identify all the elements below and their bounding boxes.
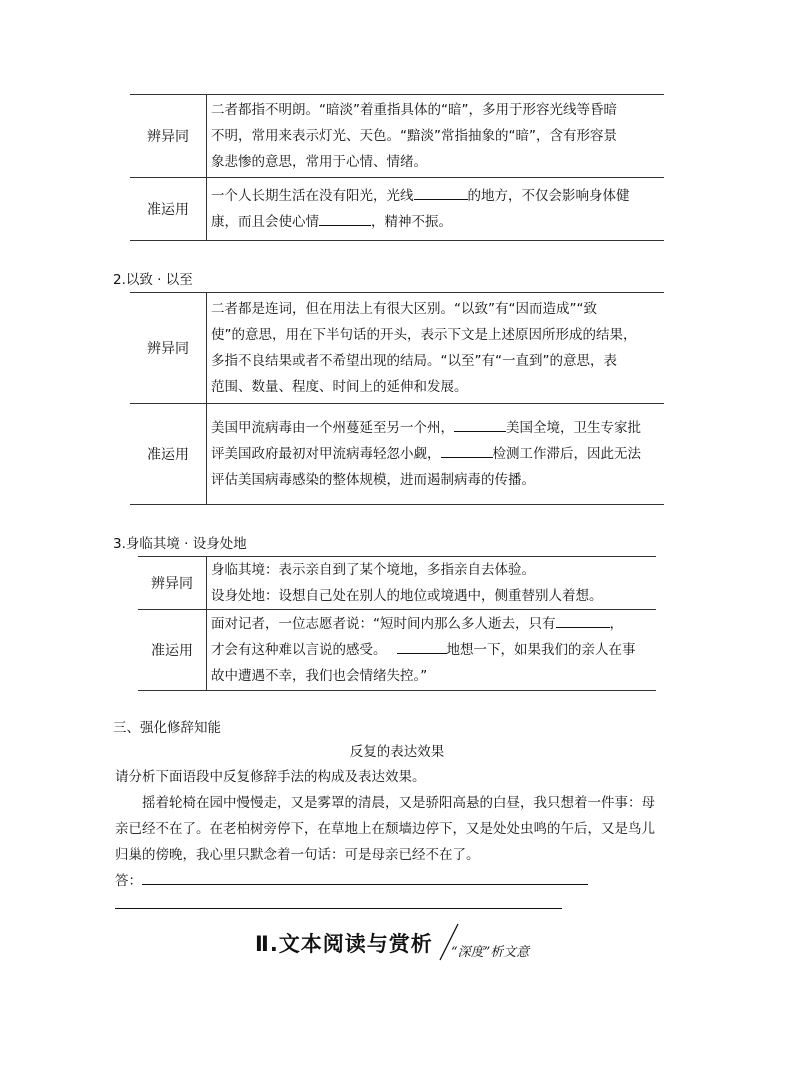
passage-line: 亲已经不在了。在老柏树旁停下，在草地上在颓墙边停下，又是处处虫鸣的午后，又是鸟儿 — [115, 821, 655, 837]
row-label: 准运用 — [138, 610, 207, 691]
content-text: 面对记者，一位志愿者说：“短时间内那么多人逝去，只有 — [211, 616, 556, 632]
content-text: 一个人长期生活在没有阳光，光线 — [211, 188, 414, 204]
content-line: 范围、数量、程度、时间上的延伸和发展。 — [211, 379, 468, 395]
row-content — [207, 404, 665, 505]
content-line: 不明，常用来表示灯光、天色。“黯淡”常指抽象的“暗”，含有形容景 — [211, 128, 617, 144]
fill-blank[interactable] — [441, 443, 493, 458]
row-content — [207, 610, 657, 691]
row-label: 准运用 — [130, 404, 207, 505]
table-row — [130, 95, 664, 178]
content-text: ，精神不振。 — [371, 214, 452, 230]
passage-line: 摇着轮椅在园中慢慢走，又是雾罩的清晨，又是骄阳高悬的白昼，我只想着一件事：母 — [142, 795, 655, 811]
table-anyan — [130, 94, 664, 241]
content-line: 身临其境：表示亲自到了某个境地，多指亲自去体验。 — [211, 562, 535, 578]
content-line: 二者都是连词，但在用法上有很大区别。“以致”有“因而造成”“致 — [211, 301, 597, 317]
row-label: 准运用 — [130, 178, 207, 241]
section-heading: 2.以致 · 以至 — [113, 272, 193, 288]
banner-title: Ⅱ.文本阅读与赏析 — [255, 932, 433, 956]
content-text: 美国全境，卫生专家批 — [506, 420, 641, 436]
fill-blank[interactable] — [414, 185, 468, 200]
answer-label: 答： — [115, 873, 142, 889]
content-text: 地想一下，如果我们的亲人在事 — [446, 642, 636, 658]
row-content — [207, 178, 665, 241]
fill-blank[interactable] — [319, 211, 371, 226]
row-content — [207, 293, 665, 404]
table-row — [138, 610, 656, 691]
content-line: 故中遭遇不幸，我们也会情绪失控。” — [211, 668, 428, 684]
table-row — [130, 404, 664, 505]
content-line: 设身处地：设想自己处在别人的地位或境遇中，侧重替别人着想。 — [211, 588, 603, 604]
table-yizhi — [130, 292, 664, 505]
content-text: 康，而且会使心情 — [211, 214, 319, 230]
instruction: 请分析下面语段中反复修辞手法的构成及表达效果。 — [115, 769, 426, 785]
content-line: 二者都指不明朗。“暗淡”着重指具体的“暗”，多用于形容光线等昏暗 — [211, 102, 617, 118]
answer-blank[interactable] — [142, 872, 588, 885]
row-label: 辨异同 — [130, 293, 207, 404]
row-label: 辨异同 — [130, 95, 207, 178]
answer-row — [115, 868, 595, 894]
row-content — [207, 557, 657, 610]
table-row — [130, 178, 664, 241]
subtitle: 反复的表达效果 — [349, 744, 445, 760]
section-heading: 三、强化修辞知能 — [113, 720, 221, 736]
content-line: 评估美国病毒感染的整体规模，进而遏制病毒的传播。 — [211, 472, 535, 488]
fill-blank[interactable] — [454, 417, 506, 432]
row-label: 辨异同 — [138, 557, 207, 610]
content-line: 象悲惨的意思，常用于心情、情绪。 — [211, 154, 427, 170]
content-text: 才会有这种难以言说的感受。 — [211, 642, 387, 658]
row-content — [207, 95, 665, 178]
banner-subtitle: “深度”析文意 — [451, 945, 530, 960]
content-line: 多指不良结果或者不希望出现的结局。“以至”有“一直到”的意思，表 — [211, 353, 617, 369]
content-text: 的地方，不仅会影响身体健 — [467, 188, 630, 204]
content-text: 检测工作滞后，因此无法 — [492, 446, 641, 462]
table-row — [130, 293, 664, 404]
answer-line[interactable] — [115, 908, 562, 909]
content-text: ， — [609, 616, 623, 632]
content-text: 评美国政府最初对甲流病毒轻忽小觑， — [211, 446, 441, 462]
table-shenlin — [138, 556, 656, 691]
table-row — [138, 557, 656, 610]
content-text: 美国甲流病毒由一个州蔓延至另一个州， — [211, 420, 454, 436]
fill-blank[interactable] — [397, 639, 447, 654]
section-heading: 3.身临其境 · 设身处地 — [113, 536, 247, 552]
content-line: 使”的意思，用在下半句话的开头，表示下文是上述原因所形成的结果， — [211, 327, 637, 343]
fill-blank[interactable] — [556, 613, 610, 628]
passage-line: 归巢的傍晚，我心里只默念着一句话：可是母亲已经不在了。 — [115, 847, 480, 863]
